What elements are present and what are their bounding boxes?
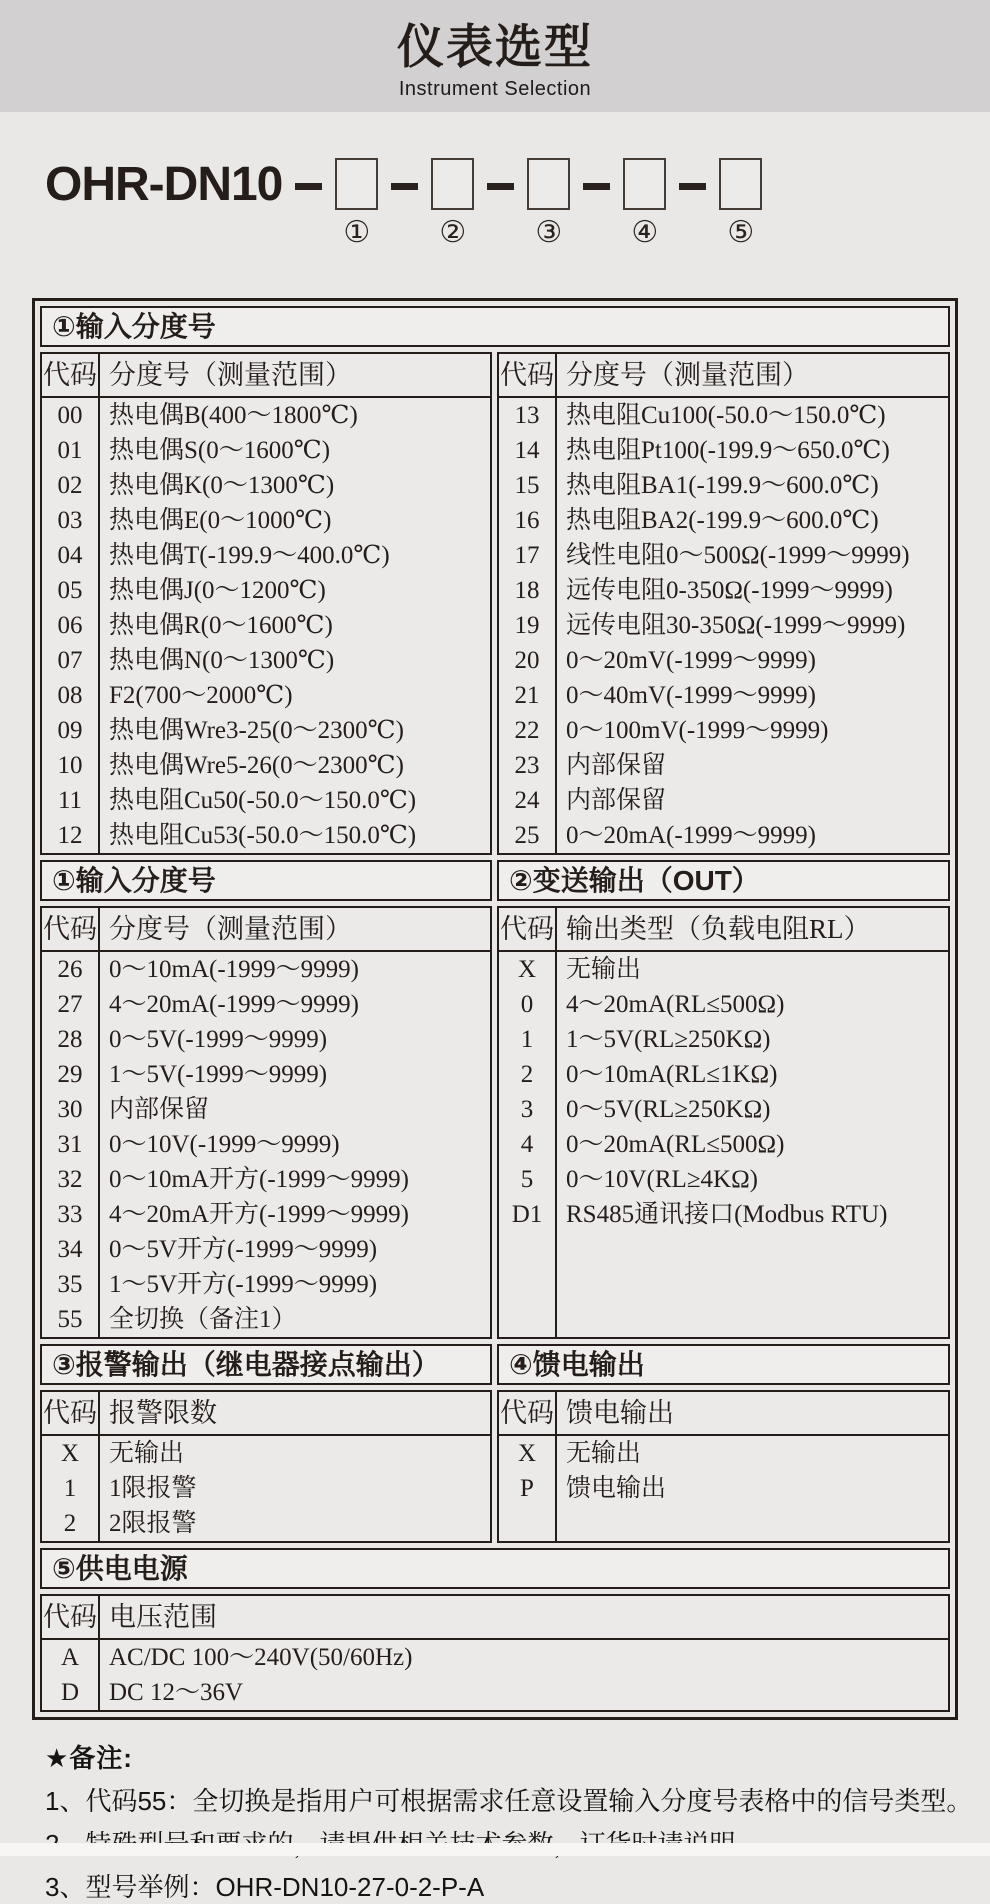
column-header-row	[499, 1392, 948, 1436]
table-section	[40, 1344, 950, 1543]
value-cell: 0～20mA(-1999～9999)	[566, 822, 816, 849]
section-half	[497, 906, 950, 1339]
table-row	[499, 468, 948, 503]
code-cell: 04	[42, 538, 100, 573]
code-cell: 25	[499, 818, 557, 853]
value-cell: 内部保留	[566, 752, 667, 779]
value-cell: 0～5V开方(-1999～9999)	[109, 1236, 378, 1263]
note-item: 3、型号举例：OHR-DN10-27-0-2-P-A	[45, 1872, 485, 1902]
table-row	[499, 818, 948, 853]
column-header-row	[42, 1596, 948, 1640]
table-row	[42, 678, 490, 713]
value-cell: 0～100mV(-1999～9999)	[566, 717, 829, 744]
filler-value-cell	[557, 1506, 948, 1541]
column-header-label: 电压范围	[109, 1602, 217, 1632]
model-blank-box	[719, 158, 762, 210]
code-cell: 13	[499, 398, 557, 433]
value-cell: 无输出	[566, 1440, 642, 1467]
value-cell: 无输出	[566, 956, 642, 983]
table-row	[499, 573, 948, 608]
table-row	[42, 643, 490, 678]
code-cell: 08	[42, 678, 100, 713]
dash-separator	[391, 183, 418, 190]
code-cell: 34	[42, 1232, 100, 1267]
table-row	[499, 1022, 948, 1057]
code-cell: 16	[499, 503, 557, 538]
code-cell: 28	[42, 1022, 100, 1057]
table-row	[42, 1127, 490, 1162]
section-header: ②变送输出（OUT）	[497, 860, 950, 901]
table-section	[40, 306, 950, 855]
code-cell: D	[42, 1675, 100, 1710]
code-cell: 02	[42, 468, 100, 503]
column-header-label: 报警限数	[109, 1398, 217, 1428]
code-cell: 29	[42, 1057, 100, 1092]
column-header-label: 输出类型（负载电阻RL）	[566, 914, 871, 944]
code-cell: D1	[499, 1197, 557, 1232]
table-row	[499, 713, 948, 748]
table-row	[42, 1057, 490, 1092]
table-row	[42, 987, 490, 1022]
table-section	[40, 1548, 950, 1712]
table-row	[42, 1675, 948, 1710]
table-row	[42, 608, 490, 643]
value-cell: 热电偶Wre3-25(0～2300℃)	[109, 717, 404, 744]
column-header-label: 分度号（测量范围）	[109, 914, 352, 944]
notes	[0, 1720, 990, 1904]
code-cell: 26	[42, 952, 100, 987]
table-row	[499, 643, 948, 678]
value-cell: 热电偶S(0～1600℃)	[109, 437, 331, 464]
column-header-code: 代码	[499, 908, 557, 950]
table-row	[42, 1092, 490, 1127]
value-cell: 远传电阻30-350Ω(-1999～9999)	[566, 612, 906, 639]
code-cell: 19	[499, 608, 557, 643]
value-cell: 热电阻Pt100(-199.9～650.0℃)	[566, 437, 890, 464]
value-cell: 热电偶N(0～1300℃)	[109, 647, 335, 674]
code-cell: 20	[499, 643, 557, 678]
value-cell: 内部保留	[109, 1096, 210, 1123]
value-cell: 0～5V(RL≥250KΩ)	[566, 1096, 771, 1123]
code-cell: 05	[42, 573, 100, 608]
model-code-line	[0, 112, 990, 272]
code-cell: 23	[499, 748, 557, 783]
code-cell: X	[42, 1436, 100, 1471]
bottom-strip	[0, 1843, 990, 1856]
column-header-row	[42, 1392, 490, 1436]
table-row	[499, 433, 948, 468]
table-row	[42, 748, 490, 783]
column-header-label: 分度号（测量范围）	[109, 360, 352, 390]
value-cell: 热电偶E(0～1000℃)	[109, 507, 332, 534]
value-cell: 4～20mA(-1999～9999)	[109, 991, 359, 1018]
value-cell: 0～10mA开方(-1999～9999)	[109, 1166, 409, 1193]
code-cell: 18	[499, 573, 557, 608]
code-cell: 21	[499, 678, 557, 713]
table-row	[499, 1127, 948, 1162]
dash-separator	[583, 183, 610, 190]
page-title: 仪表选型	[397, 20, 593, 73]
filler-row	[499, 1232, 948, 1337]
value-cell: 热电偶B(400～1800℃)	[109, 402, 358, 429]
value-cell: 0～10mA(RL≤1KΩ)	[566, 1061, 778, 1088]
section-half	[497, 1390, 950, 1543]
code-cell: 55	[42, 1302, 100, 1337]
dash-separator	[487, 183, 514, 190]
table-row	[42, 1022, 490, 1057]
code-cell: 01	[42, 433, 100, 468]
table-row	[499, 1057, 948, 1092]
model-slot-number: ⑤	[727, 215, 755, 250]
code-cell: 35	[42, 1267, 100, 1302]
dash-separator	[679, 183, 706, 190]
section-header-row	[40, 1344, 950, 1385]
column-header-row	[42, 908, 490, 952]
code-cell: 17	[499, 538, 557, 573]
value-cell: 0～10V(-1999～9999)	[109, 1131, 340, 1158]
note-item: 1、代码55：全切换是指用户可根据需求任意设置输入分度号表格中的信号类型。	[45, 1786, 973, 1816]
value-cell: RS485通讯接口(Modbus RTU)	[566, 1201, 888, 1228]
filler-value-cell	[557, 1232, 948, 1337]
code-cell: 24	[499, 783, 557, 818]
table-section	[40, 860, 950, 1339]
model-slots	[282, 156, 762, 249]
filler-code-cell	[499, 1232, 557, 1337]
table-row	[42, 1302, 490, 1337]
selection-table	[32, 298, 958, 1720]
table-row	[42, 1436, 490, 1471]
column-header-code: 代码	[499, 1392, 557, 1434]
code-cell: 03	[42, 503, 100, 538]
value-cell: 无输出	[109, 1440, 185, 1467]
table-row	[499, 1197, 948, 1232]
value-cell: 0～40mV(-1999～9999)	[566, 682, 816, 709]
table-row	[42, 1197, 490, 1232]
title-banner	[0, 0, 990, 112]
model-blank-box	[527, 158, 570, 210]
section-header: ①输入分度号	[40, 306, 950, 347]
value-cell: 热电偶K(0～1300℃)	[109, 472, 335, 499]
section-header-row	[40, 860, 950, 901]
table-row	[42, 713, 490, 748]
column-header-code: 代码	[42, 908, 100, 950]
value-cell: 1限报警	[109, 1475, 197, 1502]
code-cell: 1	[42, 1471, 100, 1506]
section-body	[40, 906, 950, 1339]
table-row	[42, 818, 490, 853]
value-cell: 线性电阻0～500Ω(-1999～9999)	[566, 542, 910, 569]
model-slot-number: ②	[439, 215, 467, 250]
table-row	[42, 398, 490, 433]
code-cell: 06	[42, 608, 100, 643]
table-row	[42, 952, 490, 987]
table-row	[499, 1436, 948, 1471]
code-cell: 4	[499, 1127, 557, 1162]
table-row	[42, 1267, 490, 1302]
section-header: ①输入分度号	[40, 860, 492, 901]
value-cell: 内部保留	[566, 787, 667, 814]
column-header-code: 代码	[42, 1596, 100, 1638]
column-header-code: 代码	[499, 354, 557, 396]
model-slot-number: ③	[535, 215, 563, 250]
value-cell: 1～5V(RL≥250KΩ)	[566, 1026, 771, 1053]
table-row	[42, 538, 490, 573]
table-row	[499, 1162, 948, 1197]
code-cell: X	[499, 1436, 557, 1471]
table-row	[499, 952, 948, 987]
section-half	[40, 1390, 492, 1543]
value-cell: F2(700～2000℃)	[109, 682, 293, 709]
section-header-row	[40, 1548, 950, 1589]
table-row	[499, 608, 948, 643]
code-cell: 10	[42, 748, 100, 783]
value-cell: 热电阻Cu50(-50.0～150.0℃)	[109, 787, 417, 814]
model-slot-number: ①	[343, 215, 371, 250]
code-cell: 09	[42, 713, 100, 748]
code-cell: 0	[499, 987, 557, 1022]
code-cell: 22	[499, 713, 557, 748]
value-cell: 热电阻Cu53(-50.0～150.0℃)	[109, 822, 417, 849]
value-cell: 1～5V(-1999～9999)	[109, 1061, 328, 1088]
value-cell: 0～20mV(-1999～9999)	[566, 647, 816, 674]
notes-title: ★备注:	[45, 1743, 133, 1773]
code-cell: 5	[499, 1162, 557, 1197]
value-cell: AC/DC 100～240V(50/60Hz)	[109, 1644, 413, 1671]
model-slot	[623, 156, 666, 249]
column-header-code: 代码	[42, 1392, 100, 1434]
code-cell: 2	[42, 1506, 100, 1541]
code-cell: 3	[499, 1092, 557, 1127]
code-cell: 07	[42, 643, 100, 678]
value-cell: 0～10V(RL≥4KΩ)	[566, 1166, 759, 1193]
table-row	[42, 1232, 490, 1267]
code-cell: P	[499, 1471, 557, 1506]
code-cell: 12	[42, 818, 100, 853]
model-slot-number: ④	[631, 215, 659, 250]
code-cell: 15	[499, 468, 557, 503]
table-row	[42, 1471, 490, 1506]
value-cell: 热电阻BA1(-199.9～600.0℃)	[566, 472, 879, 499]
section-header: ④馈电输出	[497, 1344, 950, 1385]
section-body	[40, 1594, 950, 1712]
column-header-row	[499, 354, 948, 398]
value-cell: 热电偶R(0～1600℃)	[109, 612, 333, 639]
model-slot	[431, 156, 474, 249]
page-subtitle: Instrument Selection	[398, 78, 592, 100]
section-header: ⑤供电电源	[40, 1548, 950, 1589]
table-row	[42, 783, 490, 818]
section-half	[40, 1594, 950, 1712]
column-header-row	[499, 908, 948, 952]
value-cell: 0～10mA(-1999～9999)	[109, 956, 359, 983]
section-half	[40, 906, 492, 1339]
code-cell: 33	[42, 1197, 100, 1232]
table-row	[499, 783, 948, 818]
value-cell: 0～5V(-1999～9999)	[109, 1026, 328, 1053]
code-cell: 00	[42, 398, 100, 433]
value-cell: 热电阻Cu100(-50.0～150.0℃)	[566, 402, 886, 429]
section-body	[40, 1390, 950, 1543]
filler-row	[499, 1506, 948, 1541]
model-blank-box	[623, 158, 666, 210]
value-cell: 热电偶Wre5-26(0～2300℃)	[109, 752, 404, 779]
value-cell: 远传电阻0-350Ω(-1999～9999)	[566, 577, 893, 604]
section-header-row	[40, 306, 950, 347]
table-row	[42, 1640, 948, 1675]
code-cell: 1	[499, 1022, 557, 1057]
model-slot	[719, 156, 762, 249]
column-header-code: 代码	[42, 354, 100, 396]
table-row	[42, 573, 490, 608]
table-row	[499, 748, 948, 783]
code-cell: 14	[499, 433, 557, 468]
code-cell: 30	[42, 1092, 100, 1127]
code-cell: 11	[42, 783, 100, 818]
code-cell: X	[499, 952, 557, 987]
value-cell: 4～20mA开方(-1999～9999)	[109, 1201, 409, 1228]
code-cell: 31	[42, 1127, 100, 1162]
value-cell: 全切换（备注1）	[109, 1306, 297, 1333]
section-body	[40, 352, 950, 855]
table-row	[499, 503, 948, 538]
value-cell: 4～20mA(RL≤500Ω)	[566, 991, 785, 1018]
model-blank-box	[431, 158, 474, 210]
table-row	[499, 538, 948, 573]
model-slot	[527, 156, 570, 249]
value-cell: 1～5V开方(-1999～9999)	[109, 1271, 378, 1298]
value-cell: 热电偶T(-199.9～400.0℃)	[109, 542, 390, 569]
section-half	[40, 352, 492, 855]
filler-code-cell	[499, 1506, 557, 1541]
value-cell: 0～20mA(RL≤500Ω)	[566, 1131, 785, 1158]
code-cell: 2	[499, 1057, 557, 1092]
model-blank-box	[335, 158, 378, 210]
table-row	[499, 1092, 948, 1127]
value-cell: 热电偶J(0～1200℃)	[109, 577, 326, 604]
table-row	[499, 1471, 948, 1506]
table-row	[42, 433, 490, 468]
section-half	[497, 352, 950, 855]
value-cell: DC 12～36V	[109, 1679, 244, 1706]
code-cell: 27	[42, 987, 100, 1022]
column-header-label: 馈电输出	[566, 1398, 674, 1428]
value-cell: 馈电输出	[566, 1475, 667, 1502]
section-header: ③报警输出（继电器接点输出）	[40, 1344, 492, 1385]
table-row	[42, 1162, 490, 1197]
code-cell: A	[42, 1640, 100, 1675]
table-row	[499, 987, 948, 1022]
table-row	[42, 1506, 490, 1541]
column-header-row	[42, 354, 490, 398]
model-slot	[335, 156, 378, 249]
table-row	[42, 468, 490, 503]
table-row	[42, 503, 490, 538]
model-prefix: OHR-DN10	[45, 158, 283, 211]
code-cell: 32	[42, 1162, 100, 1197]
dash-separator	[295, 183, 322, 190]
column-header-label: 分度号（测量范围）	[566, 360, 809, 390]
value-cell: 2限报警	[109, 1510, 197, 1537]
table-row	[499, 678, 948, 713]
table-row	[499, 398, 948, 433]
value-cell: 热电阻BA2(-199.9～600.0℃)	[566, 507, 879, 534]
